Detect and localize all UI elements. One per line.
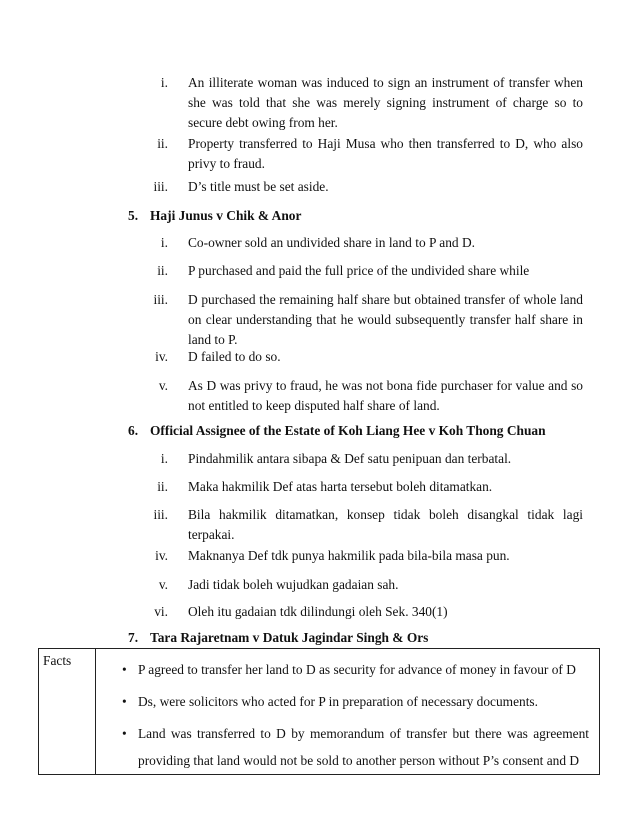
bullet-icon: • [122,726,127,741]
roman-numeral: i. [160,451,168,466]
item-text: Bila hakmilik ditamatkan, konsep tidak boleh disangkal tidak lagi terpakai. [188,507,583,542]
roman-numeral: i. [160,235,168,250]
roman-numeral: ii. [157,263,168,278]
roman-numeral: v. [158,577,168,592]
case-number: 7. [128,630,139,645]
case-title: Haji Junus v Chik & Anor [150,208,302,223]
case-heading [128,421,546,441]
item-text: Co-owner sold an undivided share in land to P and D. [188,235,475,250]
item-text: D’s title must be set aside. [188,179,329,194]
facts-label: Facts [43,653,72,668]
case-heading [128,628,428,648]
roman-numeral: ii. [157,479,168,494]
roman-numeral: iii. [153,507,168,522]
item-text: Jadi tidak boleh wujudkan gadaian sah. [188,577,399,592]
list-item [96,688,589,715]
roman-numeral: vi. [154,604,168,619]
list-item [96,656,589,683]
case-number: 5. [128,208,139,223]
facts-label-cell [39,649,96,775]
bullet-text: Land was transferred to D by memorandum of transfer but there was agreement providing that land would not be sold to another person without P’s consent and D [138,726,589,768]
roman-numeral: iv. [155,349,168,364]
item-text: An illiterate woman was induced to sign an instrument of transfer when she was told that she was merely signing instrument of charge so to secure debt owing from her. [188,75,583,130]
bullet-text: Ds, were solicitors who acted for P in preparation of necessary documents. [138,694,538,709]
bullet-text: P agreed to transfer her land to D as security for advance of money in favour of D [138,662,576,677]
roman-numeral: iii. [153,179,168,194]
facts-content-cell [96,649,600,775]
roman-numeral: ii. [157,136,168,151]
facts-table [38,648,600,775]
list-item [96,720,589,774]
item-text: As D was privy to fraud, he was not bona fide purchaser for value and so not entitled to keep disputed half share of land. [188,378,583,413]
item-text: Maknanya Def tdk punya hakmilik pada bila-bila masa pun. [188,548,510,563]
roman-numeral: i. [160,75,168,90]
case-heading [128,206,301,226]
table-row [39,649,600,775]
item-text: Pindahmilik antara sibapa & Def satu penipuan dan terbatal. [188,451,512,466]
roman-numeral: iv. [155,548,168,563]
item-text: Oleh itu gadaian tdk dilindungi oleh Sek. 340(1) [188,604,448,619]
bullet-icon: • [122,694,127,709]
item-text: Property transferred to Haji Musa who then transferred to D, who also privy to fraud. [188,136,583,171]
item-text: P purchased and paid the full price of the undivided share while [188,263,530,278]
bullet-icon: • [122,662,127,677]
item-text: D purchased the remaining half share but obtained transfer of whole land on clear understanding that he would subsequently transfer half share in land to P. [188,292,583,347]
case-title: Tara Rajaretnam v Datuk Jagindar Singh & Ors [150,630,429,645]
item-text: Maka hakmilik Def atas harta tersebut boleh ditamatkan. [188,479,493,494]
item-text: D failed to do so. [188,349,281,364]
facts-bullet-list [96,649,599,774]
roman-numeral: iii. [153,292,168,307]
case-title: Official Assignee of the Estate of Koh Liang Hee v Koh Thong Chuan [150,423,546,438]
case-number: 6. [128,423,139,438]
roman-numeral: v. [158,378,168,393]
